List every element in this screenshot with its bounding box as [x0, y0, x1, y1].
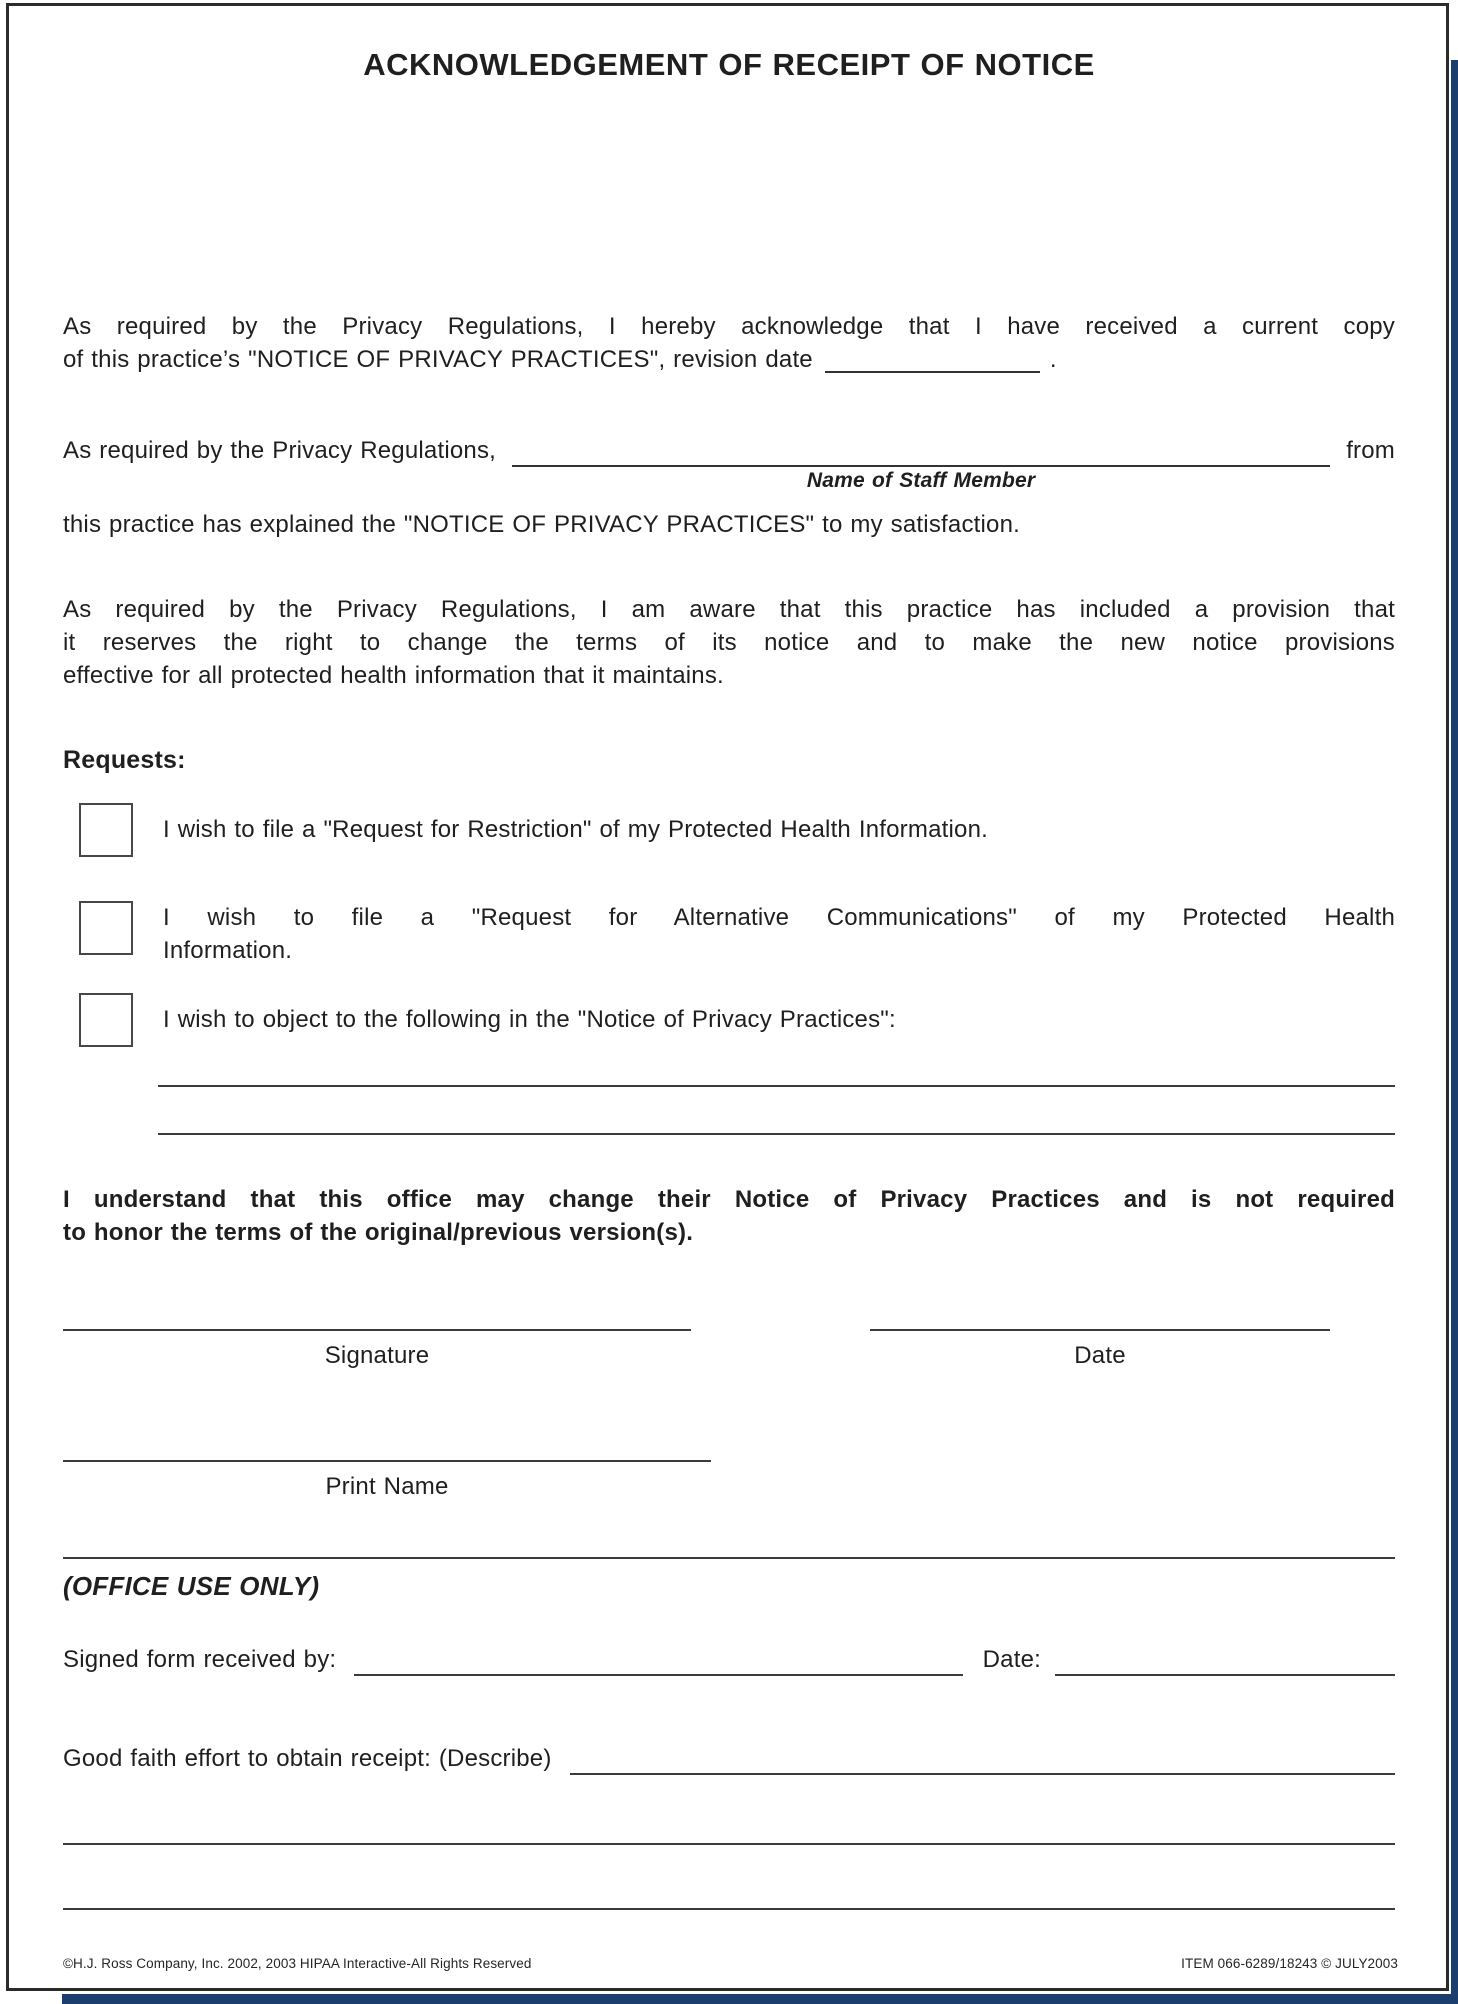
provision-line-2: it reserves the right to change the terms of its notice and to make the new notice provisions	[63, 629, 1395, 656]
office-use-only-heading: (OFFICE USE ONLY)	[63, 1571, 320, 1601]
objection-blank-line-1[interactable]	[158, 1085, 1395, 1087]
print-name-line[interactable]	[63, 1460, 711, 1462]
request-object-row	[63, 993, 1395, 1047]
staff-member-name-blank[interactable]	[512, 435, 1330, 492]
signature-line[interactable]	[63, 1329, 691, 1331]
copyright-text: ©H.J. Ross Company, Inc. 2002, 2003 HIPAA Interactive-All Rights Reserved	[63, 1956, 532, 1971]
staff-member-paragraph	[63, 434, 1395, 492]
intro-line-1: As required by the Privacy Regulations, I hereby acknowledge that I have received a current copy	[63, 313, 1395, 340]
office-date-blank[interactable]	[1055, 1644, 1395, 1676]
provision-line-1: As required by the Privacy Regulations, I am aware that this practice has included a provision that	[63, 596, 1395, 623]
signature-label: Signature	[324, 1342, 430, 1369]
request-restriction-row	[63, 803, 1395, 857]
request-alternative-label: I wish to file a "Request for Alternative Communications" of my Protected Health Information.	[163, 904, 1395, 964]
requests-heading: Requests:	[63, 746, 186, 774]
staff-paragraph-line-2: this practice has explained the "NOTICE OF PRIVACY PRACTICES" to my satisfaction.	[63, 511, 1021, 538]
request-alternative-row	[63, 901, 1395, 967]
office-date-label: Date:	[982, 1646, 1041, 1673]
scan-edge-right	[1451, 60, 1458, 2004]
form-title: ACKNOWLEDGEMENT OF RECEIPT OF NOTICE	[363, 47, 1095, 82]
good-faith-blank[interactable]	[570, 1743, 1395, 1775]
understanding-line-1: I understand that this office may change their Notice of Privacy Practices and is not required	[63, 1186, 1395, 1213]
date-label: Date	[1074, 1342, 1126, 1369]
print-name-column	[63, 1460, 711, 1503]
scan-edge-bottom	[62, 1994, 1458, 2004]
checkbox-object-notice[interactable]	[79, 993, 133, 1047]
description-blank-line-2[interactable]	[63, 1908, 1395, 1910]
checkbox-alternative-communications[interactable]	[79, 901, 133, 955]
good-faith-label: Good faith effort to obtain receipt: (Describe)	[63, 1745, 552, 1772]
signature-date-row	[63, 1329, 1395, 1372]
revision-date-blank[interactable]	[825, 345, 1040, 373]
provision-paragraph	[63, 593, 1395, 692]
understanding-paragraph	[63, 1183, 1395, 1249]
checkbox-request-restriction[interactable]	[79, 803, 133, 857]
request-restriction-label: I wish to file a "Request for Restriction" of my Protected Health Information.	[163, 816, 988, 843]
date-line[interactable]	[870, 1329, 1330, 1331]
description-blank-line-1[interactable]	[63, 1843, 1395, 1845]
request-object-label: I wish to object to the following in the "Notice of Privacy Practices":	[163, 1006, 896, 1033]
good-faith-row	[63, 1742, 1395, 1775]
signature-column	[63, 1329, 691, 1372]
provision-line-3: effective for all protected health information that it maintains.	[63, 662, 724, 689]
staff-text-before: As required by the Privacy Regulations,	[63, 437, 497, 464]
intro-paragraph	[63, 310, 1395, 376]
item-number-text: ITEM 066-6289/18243 © JULY2003	[1181, 1956, 1398, 1971]
print-name-row	[63, 1460, 1395, 1503]
form-content	[63, 7, 1395, 1910]
received-by-blank[interactable]	[354, 1644, 962, 1676]
page-footer	[63, 1956, 1398, 1972]
staff-member-caption: Name of Staff Member	[806, 469, 1036, 492]
office-section-divider	[63, 1557, 1395, 1559]
received-by-label: Signed form received by:	[63, 1646, 337, 1673]
objection-blank-line-2[interactable]	[158, 1133, 1395, 1135]
received-by-row	[63, 1643, 1395, 1676]
staff-text-after: from	[1346, 437, 1395, 464]
date-column	[870, 1329, 1330, 1372]
understanding-line-2: to honor the terms of the original/previous version(s).	[63, 1219, 694, 1246]
intro-line-2: of this practice’s "NOTICE OF PRIVACY PRACTICES", revision date .	[63, 346, 1057, 373]
print-name-label: Print Name	[325, 1473, 449, 1500]
